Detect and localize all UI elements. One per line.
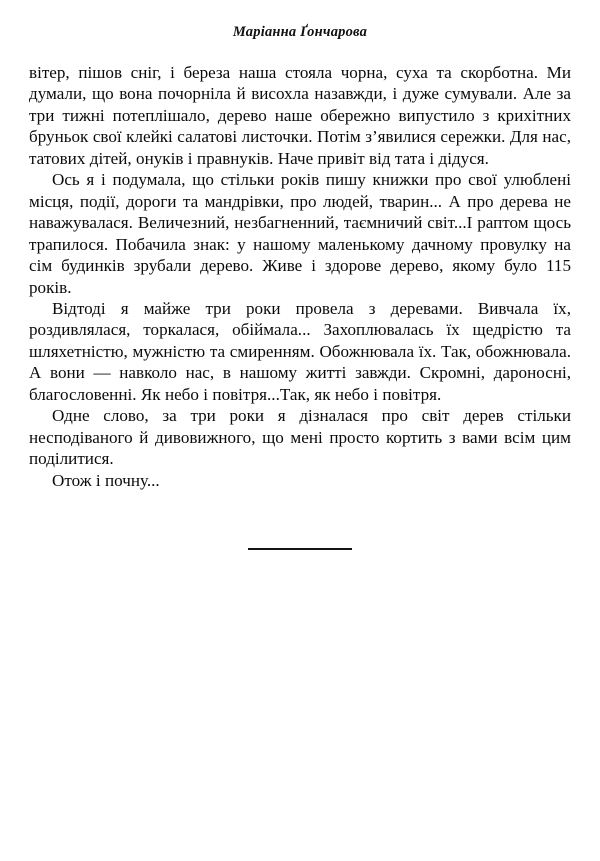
paragraph: Відтоді я майже три роки провела з деревами. Вивчала їх, роздивлялася, торкалася, обіймала... Захоплювалась їх щедрістю та шляхетністю, мужністю та смиренням. Обожнювала їх. Так, обожнювала. А вони — навколо нас, в нашому житті завжди. Скромні, дароносні, благословенні. Як небо і повітря...Так, як небо і повітря. — [29, 298, 571, 404]
paragraph: вітер, пішов сніг, і береза наша стояла чорна, суха та скорботна. Ми думали, що вона почорніла й висохла назавжди, і дуже сумували. Але за три тижні потеплішало, дерево наше обережно випустило з крихітних бруньок свої клейкі салатові листочки. Потім з’явилися сережки. Для нас, татових дітей, онуків і правнуків. Наче привіт від тата і дідуся. — [29, 63, 571, 168]
paragraph: Отож і почну... — [52, 470, 160, 490]
horizontal-rule-icon — [248, 548, 352, 550]
body-text-block — [29, 62, 571, 491]
running-head-author: Маріанна Ґончарова — [232, 24, 368, 40]
paragraph: Ось я і подумала, що стільки років пишу книжки про свої улюблені місця, події, дороги та мандрівки, про людей, тварин... А про дерева не наважувалася. Величезний, незбагненний, таємничий світ...І раптом щось трапилося. Побачила знак: у нашому маленькому дачному провулку на сім будинків зрубали дерево. Живе і здорове дерево, якому було 115 років. — [29, 170, 571, 297]
paragraph: Одне слово, за три роки я дізналася про світ дерев стільки несподіваного й дивовижного, що мені просто кортить з вами всім цим поділитися. — [29, 406, 571, 469]
section-divider — [0, 548, 600, 550]
